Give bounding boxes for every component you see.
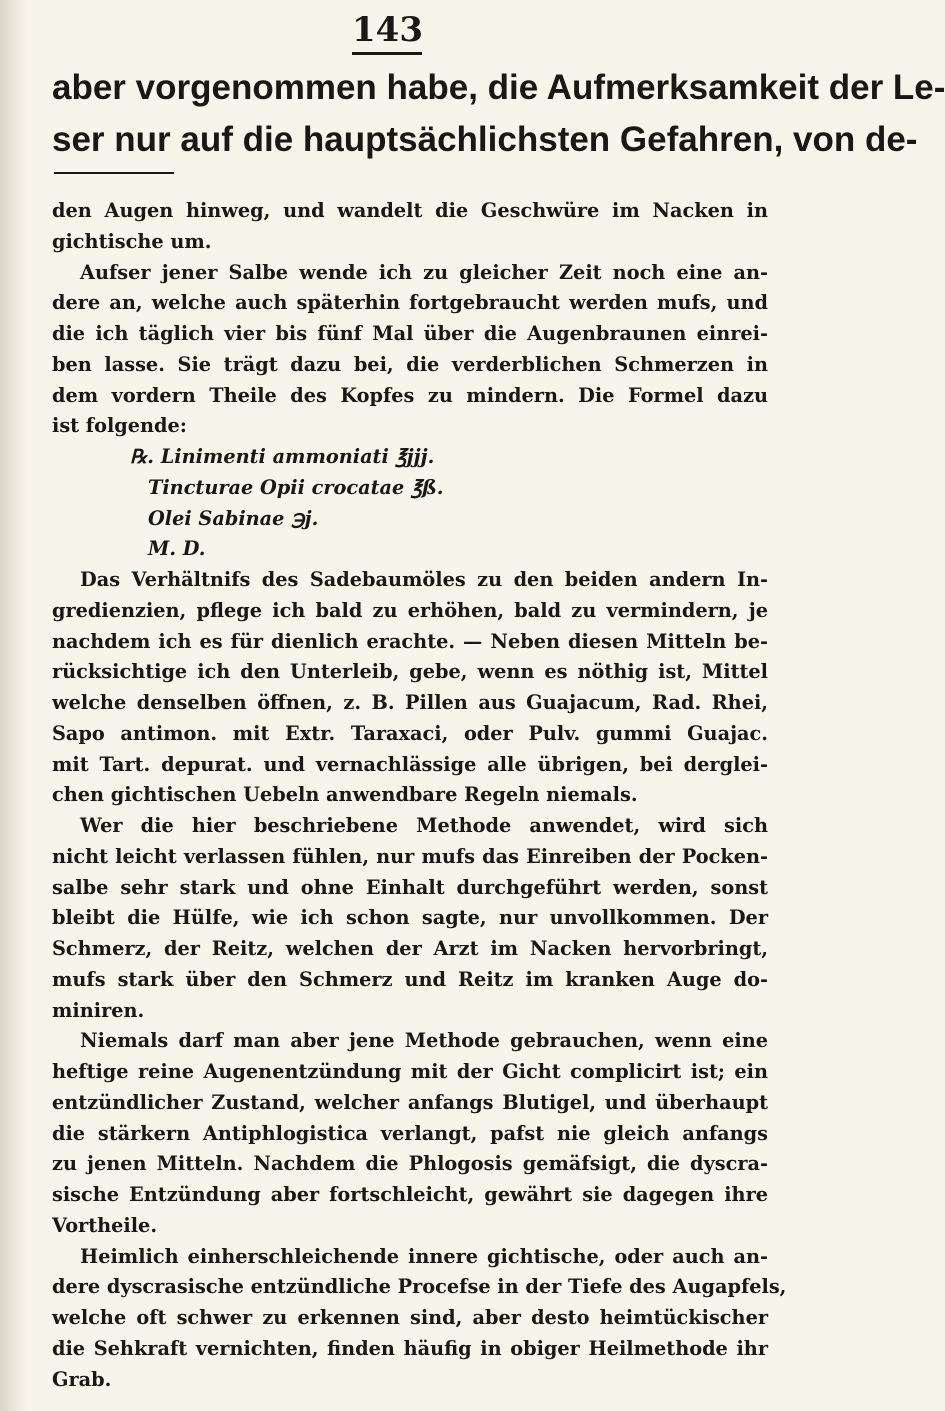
text-line: miniren. [52,998,145,1022]
text-line: mit Tart. depurat. und vernachlässige alle übrigen, bei derglei- [52,752,768,776]
text-line: den Augen hinweg, und wandelt die Geschwüre im Nacken in [52,199,768,222]
text-line: die stärkern Antiphlogistica verlangt, pafst nie gleich anfangs [52,1121,768,1145]
prescription-line: Tincturae Opii crocatae ℥ß. [148,475,444,499]
text-line: Niemals darf man aber jene Methode gebrauchen, wenn eine [80,1029,768,1053]
header-line: aber vorgenommen habe, die Aufmerksamkeit der Le- [52,68,945,107]
text-line: dere an, welche auch späterhin fortgebraucht werden mufs, und [52,291,768,315]
text-line: zu jenen Mitteln. Nachdem die Phlogosis gemäfsigt, die dyscra- [52,1152,768,1176]
text-line: gredienzien, pflege ich bald zu erhöhen, bald zu vermindern, je [52,598,768,622]
text-line: bleibt die Hülfe, wie ich schon sagte, nur unvollkommen. Der [52,906,768,930]
text-line: Sapo antimon. mit Extr. Taraxaci, oder Pulv. gummi Guajac. [52,721,768,745]
text-line: mufs stark über den Schmerz und Reitz im kranken Auge do- [52,967,768,991]
text-line: dem vordern Theile des Kopfes zu mindern. Die Formel dazu [52,383,768,407]
text-line: gichtische um. [52,229,212,253]
text-line: ben lasse. Sie trägt dazu bei, die verderblichen Schmerzen in [52,352,768,376]
text-line: die ich täglich vier bis fünf Mal über die Augenbraunen einrei- [52,322,768,345]
text-line: chen gichtischen Uebeln anwendbare Regeln niemals. [52,783,638,807]
body-text [52,196,787,1395]
page-binding-shadow [0,0,28,1411]
text-line: nicht leicht verlassen fühlen, nur mufs das Einreiben der Pocken- [52,844,768,868]
prescription-line: Olei Sabinae ℈j. [148,506,319,530]
text-line: salbe sehr stark und ohne Einhalt durchgeführt werden, sonst [52,875,768,899]
text-line: Das Verhältnifs des Sadebaumöles zu den beiden andern In- [80,568,768,591]
text-line: Heimlich einherschleichende innere gichtische, oder auch an- [80,1244,768,1268]
text-line: Grab. [52,1367,112,1391]
page-number: 143 [352,8,422,55]
text-line: Wer die hier beschriebene Methode anwendet, wird sich [80,814,768,837]
header-rule [54,172,174,174]
text-line: entzündlicher Zustand, welcher anfangs Blutigel, und überhaupt [52,1090,768,1114]
text-line: nachdem ich es für dienlich erachte. — Neben diesen Mitteln be- [52,629,768,653]
header-line: ser nur auf die hauptsächlichsten Gefahren, von de- [52,120,918,159]
prescription-line: ℞. Linimenti ammoniati ℥jjj. [130,445,435,468]
text-line: sische Entzündung aber fortschleicht, gewährt sie dagegen ihre [52,1183,768,1206]
text-line: rücksichtige ich den Unterleib, gebe, wenn es nöthig ist, Mittel [52,660,768,684]
text-line: ist folgende: [52,414,187,438]
text-line: heftige reine Augenentzündung mit der Gicht complicirt ist; ein [52,1060,768,1083]
text-line: Vortheile. [52,1213,158,1237]
text-line: dere dyscrasische entzündliche Procefse in der Tiefe des Augapfels, [52,1275,787,1299]
text-line: Schmerz, der Reitz, welchen der Arzt im Nacken hervorbringt, [52,937,768,960]
header-paragraph [52,62,945,166]
text-line: Aufser jener Salbe wende ich zu gleicher Zeit noch eine an- [80,260,768,284]
text-line: welche oft schwer zu erkennen sind, aber desto heimtückischer [52,1306,768,1329]
text-line: die Sehkraft vernichten, finden häufig in obiger Heilmethode ihr [52,1336,768,1360]
text-line: welche denselben öffnen, z. B. Pillen aus Guajacum, Rad. Rhei, [52,691,768,714]
prescription-line: M. D. [148,537,206,561]
